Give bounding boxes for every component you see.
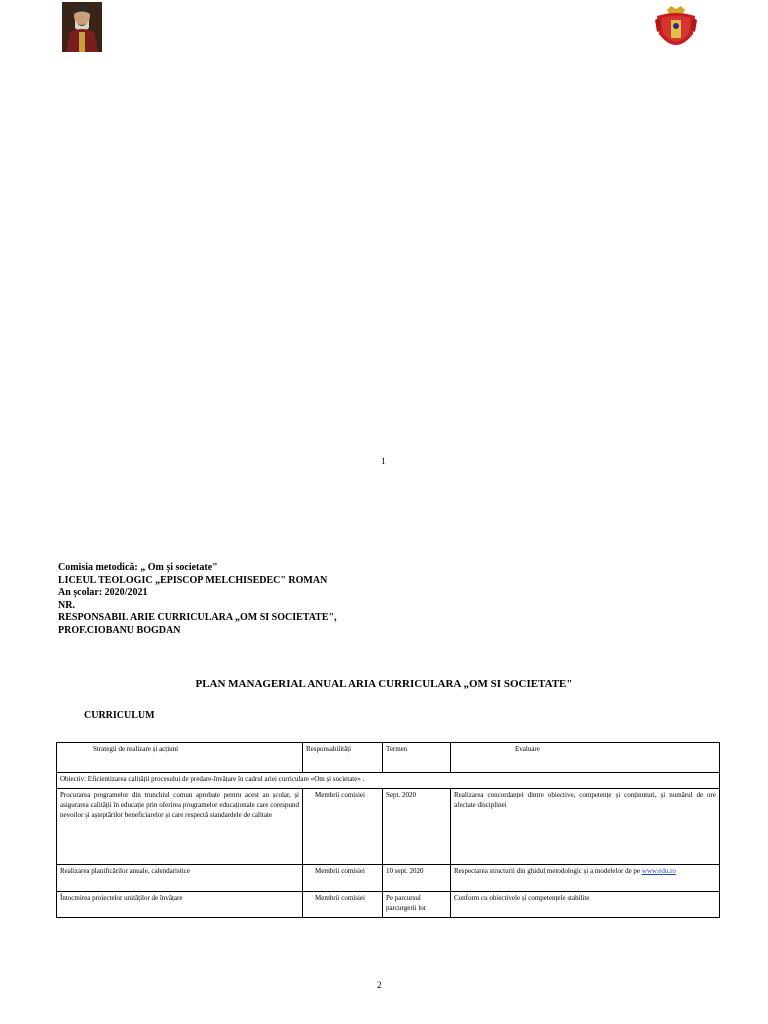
- table-header-row: [57, 743, 720, 773]
- deadline-cell: 10 sept. 2020: [383, 865, 451, 892]
- table-row: [57, 865, 720, 892]
- action-cell: Realizarea planificărilor anuale, calendaristice: [57, 865, 303, 892]
- responsible-cell: Membrii comisiei: [303, 892, 383, 918]
- document-header: [58, 562, 458, 638]
- evaluation-cell: Realizarea concordanței dintre obiective, competențe și conținuturi, și numărul de ore afectate disciplinei: [451, 789, 720, 865]
- commission-line: Comisia metodică: „ Om și societate": [58, 562, 218, 573]
- evaluation-text: Respectarea structurii din ghidul metodologic și a modelelor de pe: [454, 867, 641, 875]
- header-responsibilities: Responsabilități: [303, 743, 383, 773]
- section-title: CURRICULUM: [84, 710, 155, 721]
- evaluation-cell: Conform cu obiectivele și competențele stabilite: [451, 892, 720, 918]
- deadline-cell: Pe parcursul parcurgerii lor: [383, 892, 451, 918]
- edu-link[interactable]: www.edu.ro: [641, 867, 676, 875]
- page-number-1: 1: [381, 456, 386, 466]
- portrait-image: [62, 2, 102, 52]
- responsible-line: RESPONSABIL ARIE CURRICULARA „OM SI SOCIETATE",: [58, 612, 337, 624]
- objective-row: [57, 773, 720, 789]
- professor-line: PROF.CIOBANU BOGDAN: [58, 624, 181, 636]
- action-cell: Procurarea programelor din trunchiul comun aprobate pentru acest an școlar, și asigurarea calității în educație prin oferirea programelor educaționale care corespund nevoilor și așteptărilor beneficiarelor și care respectă standardele de calitate: [57, 789, 303, 865]
- action-cell: Întocmirea proiectelor unităților de învățare: [57, 892, 303, 918]
- header-strategies: Strategii de realizare și acțiuni: [57, 743, 303, 773]
- table-row: [57, 892, 720, 918]
- responsible-cell: Membrii comisiei: [303, 789, 383, 865]
- header-deadline: Termen: [383, 743, 451, 773]
- table-row: [57, 789, 720, 865]
- school-year-line: An școlar: 2020/2021: [58, 587, 148, 599]
- deadline-cell: Sept. 2020: [383, 789, 451, 865]
- plan-table: [56, 742, 720, 918]
- coat-of-arms-icon: [653, 4, 699, 54]
- evaluation-cell: [451, 865, 720, 892]
- page-number-2: 2: [377, 980, 382, 990]
- document-title: PLAN MANAGERIAL ANUAL ARIA CURRICULARA „OM SI SOCIETATE": [195, 678, 573, 690]
- header-evaluation: Evaluare: [451, 743, 720, 773]
- responsible-cell: Membrii comisiei: [303, 865, 383, 892]
- objective-cell: Obiectiv: Eficientizarea calității procesului de predare-învățare în cadrul ariei curriculare «Om și societate» .: [57, 773, 720, 789]
- school-line: LICEUL TEOLOGIC „EPISCOP MELCHISEDEC" ROMAN: [58, 574, 328, 586]
- nr-line: NR.: [58, 599, 75, 611]
